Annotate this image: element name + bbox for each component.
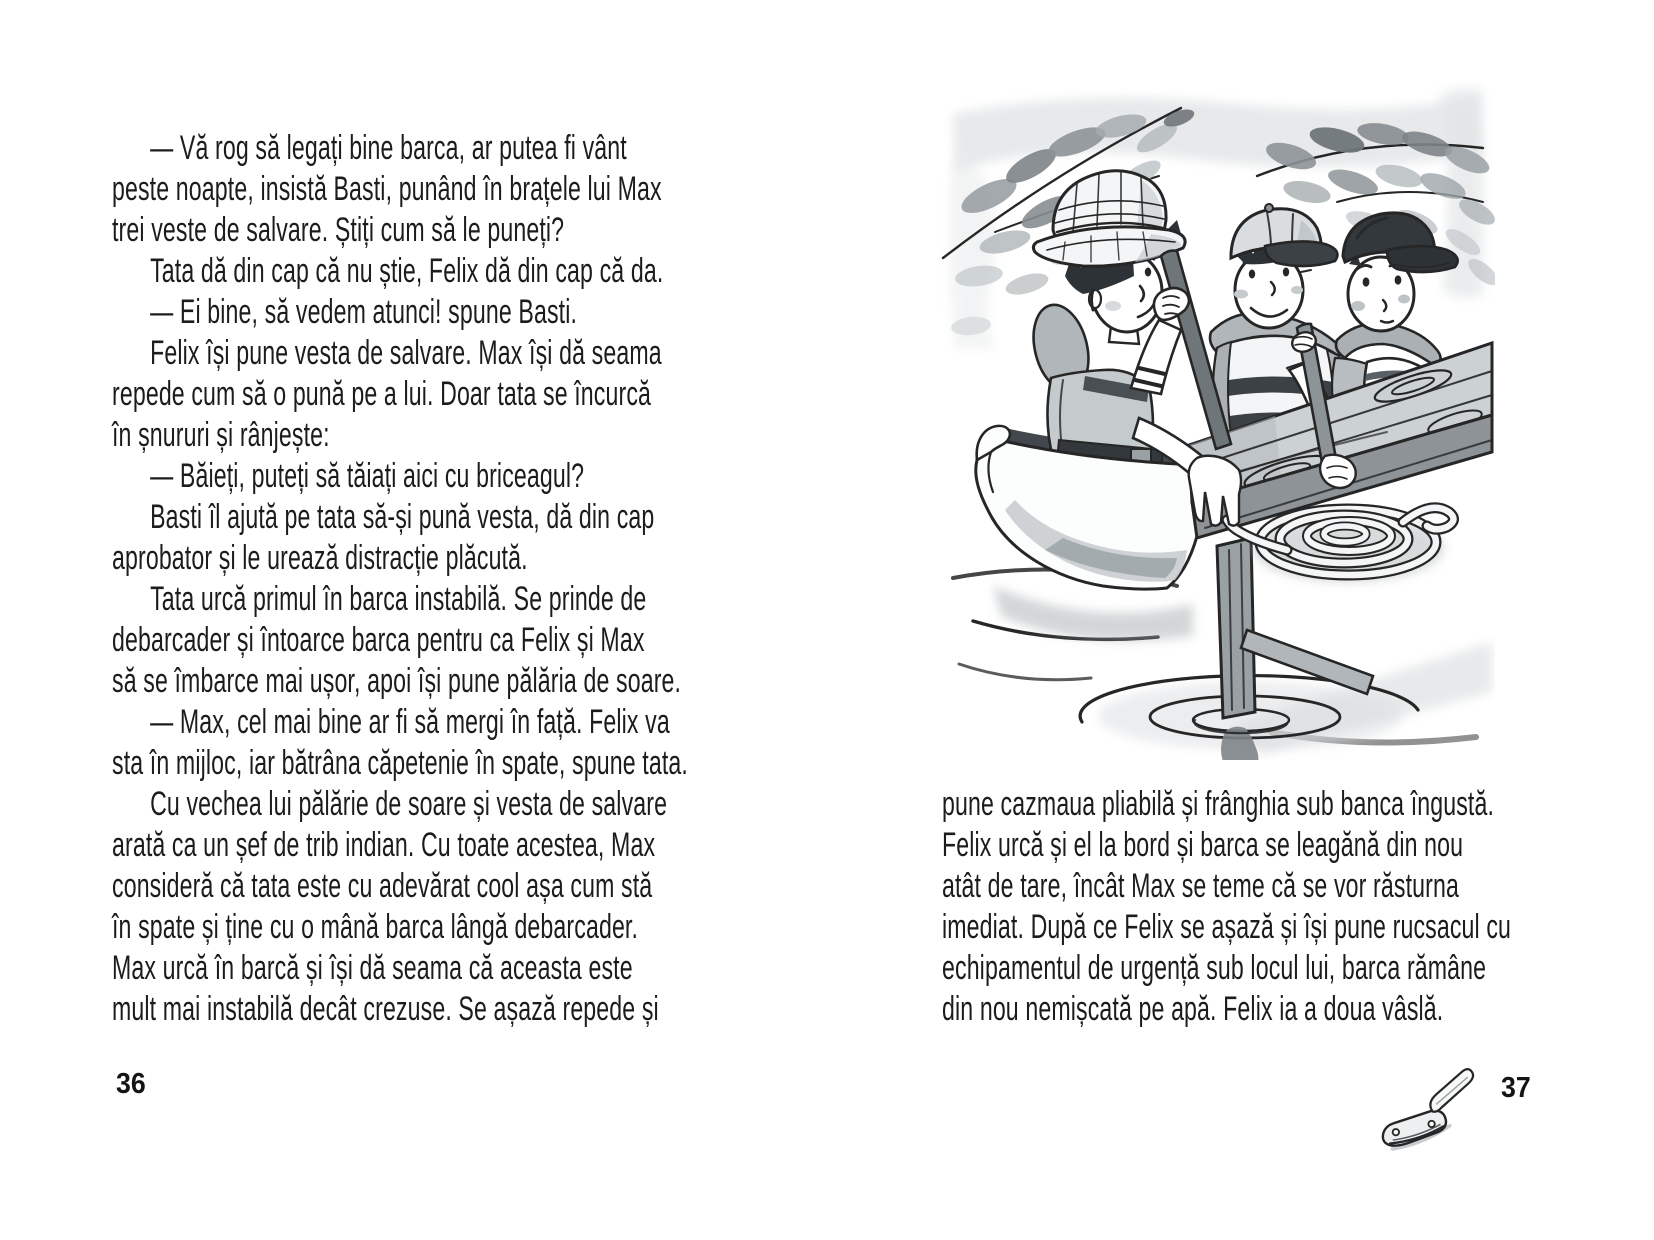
text-line: Basti îl ajută pe tata să-și pună vesta, dă din cap	[150, 498, 655, 536]
left-page-text	[112, 128, 792, 1030]
text-line: în spate și ține cu o mână barca lângă debarcader.	[112, 908, 639, 946]
text-line: consideră că tata este cu adevărat cool așa cum stă	[112, 867, 653, 905]
text-line: să se îmbarce mai ușor, apoi își pune pălăria de soare.	[112, 662, 682, 700]
page-number-right: 37	[1501, 1072, 1531, 1104]
text-line: pune cazmaua pliabilă și frânghia sub banca îngustă.	[942, 785, 1495, 823]
text-line: Felix își pune vesta de salvare. Max își dă seama	[150, 334, 662, 372]
text-line: în șnururi și rânjește:	[112, 416, 330, 454]
text-line: Tata dă din cap că nu știe, Felix dă din cap că da.	[150, 252, 664, 290]
text-line: aprobator și le urează distracție plăcută.	[112, 539, 528, 577]
text-line: — Ei bine, să vedem atunci! spune Basti.	[150, 293, 578, 331]
text-line: arată ca un șef de trib indian. Cu toate acestea, Max	[112, 826, 656, 864]
text-line: mult mai instabilă decât crezuse. Se așază repede și	[112, 990, 659, 1028]
right-page-text	[942, 784, 1622, 1030]
pocket-knife-illustration	[1372, 1060, 1492, 1152]
text-line: repede cum să o pună pe a lui. Doar tata se încurcă	[112, 375, 652, 413]
text-line: Cu vechea lui pălărie de soare și vesta de salvare	[150, 785, 668, 823]
text-line: atât de tare, încât Max se teme că se vor răsturna	[942, 867, 1459, 905]
text-line: debarcader și întoarce barca pentru ca Felix și Max	[112, 621, 645, 659]
text-line: — Vă rog să legați bine barca, ar putea fi vânt	[150, 129, 627, 167]
canoe-scene-illustration	[935, 80, 1495, 760]
text-line: Max urcă în barcă și își dă seama că aceasta este	[112, 949, 633, 987]
text-line: sta în mijloc, iar bătrâna căpetenie în spate, spune tata.	[112, 744, 688, 782]
text-line: Felix urcă și el la bord și barca se leagănă din nou	[942, 826, 1464, 864]
text-line: trei veste de salvare. Știți cum să le puneți?	[112, 211, 565, 249]
text-line: din nou nemișcată pe apă. Felix ia a doua vâslă.	[942, 990, 1444, 1028]
text-line: peste noapte, insistă Basti, punând în brațele lui Max	[112, 170, 662, 208]
text-line: — Băieți, puteți să tăiați aici cu briceagul?	[150, 457, 585, 495]
text-line: imediat. După ce Felix se așază și își pune rucsacul cu	[942, 908, 1512, 946]
text-line: Tata urcă primul în barca instabilă. Se prinde de	[150, 580, 647, 618]
text-line: — Max, cel mai bine ar fi să mergi în față. Felix va	[150, 703, 670, 741]
page-number-left: 36	[116, 1068, 146, 1100]
text-line: echipamentul de urgență sub locul lui, barca rămâne	[942, 949, 1487, 987]
